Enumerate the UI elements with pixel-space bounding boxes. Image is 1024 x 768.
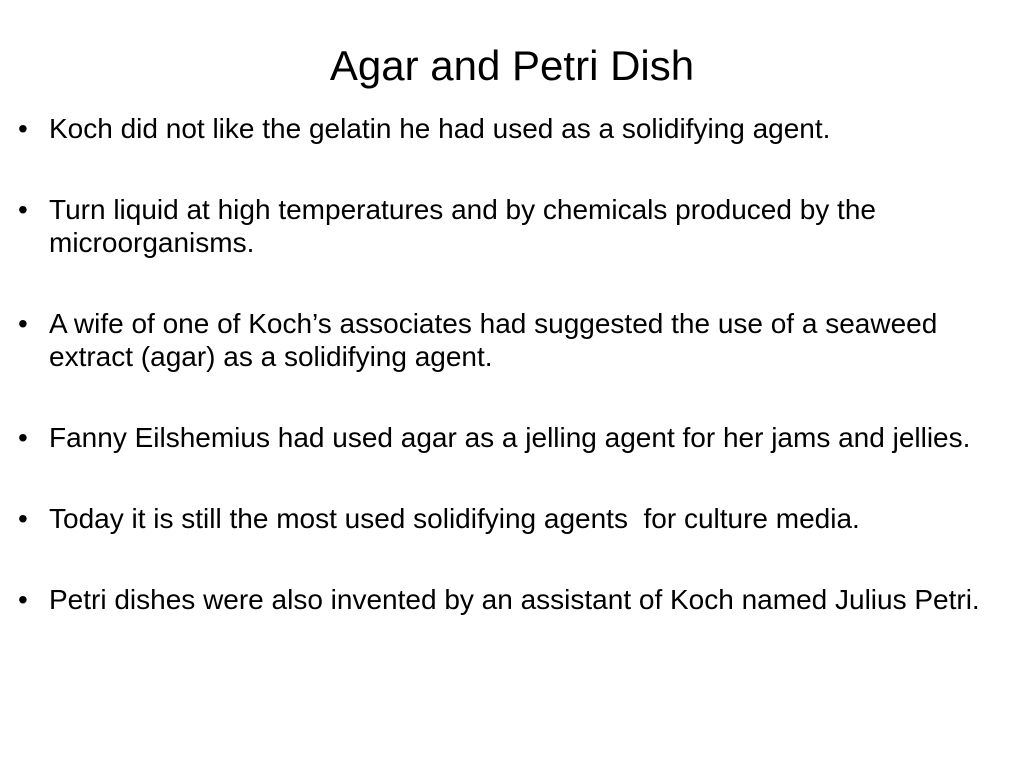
bullet-icon: •: [18, 194, 28, 225]
bullet-item: [18, 193, 1018, 259]
bullet-icon: •: [18, 503, 28, 534]
bullet-item: [18, 307, 1018, 373]
bullet-icon: •: [18, 584, 28, 615]
bullet-text: Today it is still the most used solidifying agents for culture media.: [49, 503, 860, 534]
bullet-item: [18, 421, 1018, 454]
bullet-item: [18, 583, 1018, 616]
bullet-icon: •: [18, 422, 28, 453]
bullet-icon: •: [18, 113, 28, 144]
slide-title: Agar and Petri Dish: [329, 42, 695, 89]
bullet-item: [18, 112, 1018, 145]
bullet-icon: •: [18, 308, 28, 339]
bullet-item: [18, 502, 1018, 535]
bullet-text: Turn liquid at high temperatures and by chemicals produced by the microorganisms.: [49, 194, 876, 258]
bullet-text: Koch did not like the gelatin he had used as a solidifying agent.: [49, 113, 831, 144]
bullet-text: Petri dishes were also invented by an assistant of Koch named Julius Petri.: [49, 584, 980, 615]
bullet-text: Fanny Eilshemius had used agar as a jelling agent for her jams and jellies.: [49, 422, 971, 453]
bullet-text: A wife of one of Koch’s associates had suggested the use of a seaweed extract (agar) as a solidifying agent.: [49, 308, 938, 372]
bullet-list: [18, 112, 1018, 664]
